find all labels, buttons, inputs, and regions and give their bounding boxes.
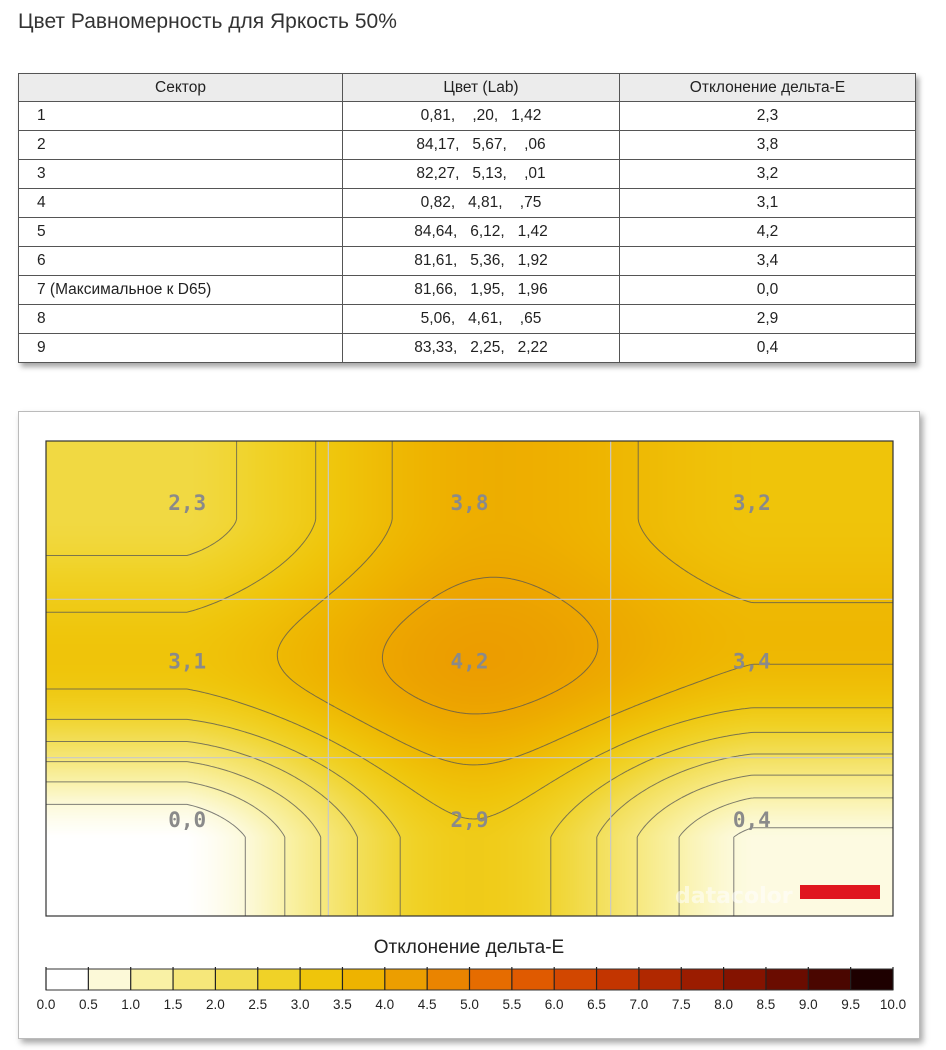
sector-cell: 9 — [19, 334, 343, 363]
colorbar-segment — [258, 969, 301, 990]
colorbar-tick-label: 5.5 — [502, 997, 522, 1012]
colorbar-tick-label: 8.0 — [714, 997, 733, 1012]
header-lab: Цвет (Lab) — [343, 74, 620, 102]
colorbar-segment — [131, 969, 174, 990]
colorbar-segment — [851, 969, 894, 990]
watermark-red-bar — [800, 885, 880, 899]
colorbar-tick-label: 6.5 — [587, 997, 606, 1012]
colorbar-segment — [88, 969, 131, 990]
table-row — [19, 102, 916, 131]
colorbar-segment — [808, 969, 851, 990]
delta-e-cell: 3,1 — [620, 189, 916, 218]
colorbar-tick-label: 1.5 — [163, 997, 183, 1012]
sector-value-label: 0,0 — [168, 807, 207, 832]
sector-cell: 7 (Максимальное к D65) — [19, 276, 343, 305]
colorbar-tick-label: 4.5 — [417, 997, 437, 1012]
header-sector: Сектор — [19, 74, 343, 102]
colorbar-tick-label: 8.5 — [756, 997, 776, 1012]
colorbar-tick-label: 2.0 — [206, 997, 225, 1012]
delta-e-cell: 3,8 — [620, 131, 916, 160]
colorbar-segment — [342, 969, 385, 990]
sector-value-label: 0,4 — [732, 807, 771, 832]
table-row — [19, 247, 916, 276]
colorbar-tick-label: 4.0 — [375, 997, 395, 1012]
sector-value-label: 3,8 — [450, 491, 489, 516]
colorbar-segment — [512, 969, 555, 990]
colorbar-tick-label: 1.0 — [121, 997, 141, 1012]
colorbar-segment — [300, 969, 343, 990]
colorbar-title: Отклонение дельта-E — [373, 937, 565, 958]
sector-cell: 1 — [19, 102, 343, 131]
table-row — [19, 276, 916, 305]
table-header-row — [19, 74, 916, 102]
colorbar-segment — [385, 969, 428, 990]
table-row — [19, 218, 916, 247]
table-row — [19, 305, 916, 334]
colorbar-segment — [215, 969, 258, 990]
colorbar-segment — [46, 969, 89, 990]
uniformity-table — [18, 73, 916, 363]
delta-e-cell: 3,4 — [620, 247, 916, 276]
colorbar-segment — [470, 969, 513, 990]
colorbar-segment — [173, 969, 216, 990]
header-delta-e: Отклонение дельта-E — [620, 74, 916, 102]
table-row — [19, 334, 916, 363]
colorbar-segment — [681, 969, 724, 990]
colorbar-tick-label: 3.5 — [333, 997, 352, 1012]
lab-cell: 81,61, 5,36, 1,92 — [343, 247, 620, 276]
colorbar-tick-label: 2.5 — [248, 997, 268, 1012]
sector-cell: 4 — [19, 189, 343, 218]
table-row — [19, 160, 916, 189]
colorbar-tick-label: 0.5 — [78, 997, 98, 1012]
delta-e-cell: 2,9 — [620, 305, 916, 334]
colorbar-tick-label: 6.0 — [544, 997, 564, 1012]
sector-cell: 2 — [19, 131, 343, 160]
sector-value-label: 4,2 — [450, 649, 489, 674]
page-title: Цвет Равномерность для Яркость 50% — [18, 10, 397, 33]
sector-cell: 8 — [19, 305, 343, 334]
uniformity-chart-panel — [18, 411, 920, 1039]
lab-cell: 83,33, 2,25, 2,22 — [343, 334, 620, 363]
colorbar-segment — [427, 969, 470, 990]
sector-value-label: 3,1 — [168, 649, 207, 674]
colorbar-segment — [639, 969, 682, 990]
colorbar-tick-label: 7.0 — [629, 997, 649, 1012]
sector-cell: 6 — [19, 247, 343, 276]
colorbar-tick-label: 9.5 — [841, 997, 861, 1012]
delta-e-cell: 3,2 — [620, 160, 916, 189]
sector-cell: 3 — [19, 160, 343, 189]
delta-e-cell: 0,0 — [620, 276, 916, 305]
table-row — [19, 131, 916, 160]
table-row — [19, 189, 916, 218]
delta-e-cell: 0,4 — [620, 334, 916, 363]
colorbar-tick-label: 3.0 — [290, 997, 310, 1012]
lab-cell: 84,17, 5,67, ,06 — [343, 131, 620, 160]
sector-cell: 5 — [19, 218, 343, 247]
colorbar-segment — [724, 969, 767, 990]
lab-cell: 0,82, 4,81, ,75 — [343, 189, 620, 218]
colorbar-segment — [554, 969, 597, 990]
colorbar-segment — [597, 969, 640, 990]
delta-e-cell: 4,2 — [620, 218, 916, 247]
colorbar-tick-label: 9.0 — [798, 997, 818, 1012]
colorbar-tick-label: 10.0 — [879, 997, 907, 1012]
lab-cell: 82,27, 5,13, ,01 — [343, 160, 620, 189]
sector-value-label: 3,2 — [732, 491, 771, 516]
lab-cell: 0,81, ,20, 1,42 — [343, 102, 620, 131]
colorbar-segment — [766, 969, 809, 990]
lab-cell: 81,66, 1,95, 1,96 — [343, 276, 620, 305]
colorbar-tick-label: 7.5 — [671, 997, 691, 1012]
lab-cell: 5,06, 4,61, ,65 — [343, 305, 620, 334]
lab-cell: 84,64, 6,12, 1,42 — [343, 218, 620, 247]
delta-e-cell: 2,3 — [620, 102, 916, 131]
colorbar-tick-label: 5.0 — [460, 997, 479, 1012]
sector-value-label: 2,9 — [450, 807, 489, 832]
sector-value-label: 2,3 — [168, 491, 207, 516]
sector-value-label: 3,4 — [732, 649, 771, 674]
datacolor-watermark: datacolor — [675, 884, 793, 909]
colorbar-tick-label: 0.0 — [36, 997, 56, 1012]
